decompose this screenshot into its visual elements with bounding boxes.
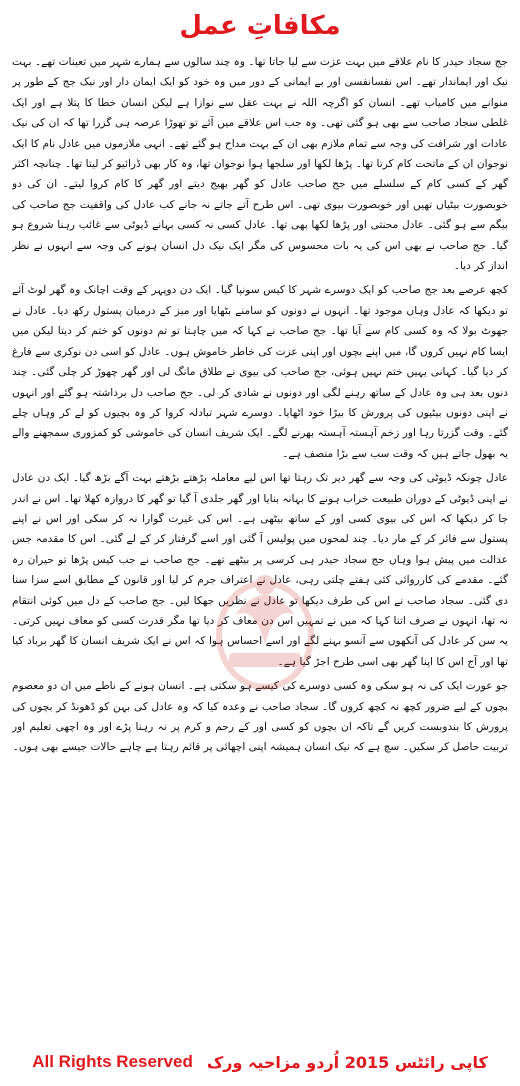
footer bbox=[0, 1044, 520, 1080]
rights-reserved: All Rights Reserved bbox=[32, 1052, 193, 1071]
article-paragraph: کچھ عرصے بعد جج صاحب کو ایک دوسرے شہر کا کیس سونپا گیا۔ ایک دن دوپہر کے وقت اچانک وہ گھر لوٹ آئے تو دیکھا کہ عادل وہاں موجود تھا۔ انہوں نے دونوں کو سامنے بٹھایا اور میز کے درمیان پستول رکھ دیا۔ عادل نے جھوٹ بولا کہ وہ کسی کام سے آیا تھا۔ جج صاحب نے کہا کہ میں چاہتا تو تم دونوں کو ختم کر دیتا لیکن میں ایسا کام نہیں کروں گا، میں اپنے بچوں اور اپنی عزت کی خاطر خاموش ہوں۔ عادل کو اسی دن نوکری سے فارغ کر دیا گیا۔ کہانی یہیں ختم نہیں ہوئی، جج صاحب کی بیوی نے طلاق مانگ لی اور گھر چھوڑ کر چلی گئی۔ چند دنوں بعد ہی وہ عادل کے ساتھ رہنے لگی اور دونوں نے شادی کر لی۔ جج صاحب دل برداشتہ ہو گئے اور انہوں نے اپنی دونوں بیٹیوں کی پرورش کا بیڑا خود اٹھایا۔ دوسرے شہر تبادلہ کروا کر وہ بچیوں کو لے کر وہاں چلے گئے۔ وقت گزرتا رہا اور زخم آہستہ آہستہ بھرنے لگے۔ ایک شریف انسان کی خاموشی کو کمزوری سمجھنے والے یہ بھول جاتے ہیں کہ وقت سب سے بڑا منصف ہے۔ bbox=[12, 284, 508, 460]
copyright-notice: کاپی رائٹس 2015 اُردو مزاحیہ ورک bbox=[206, 1052, 488, 1072]
article-title: مکافاتِ عمل bbox=[179, 11, 341, 41]
article-paragraph: جو عورت ایک کی نہ ہو سکی وہ کسی دوسرے کی کیسے ہو سکتی ہے۔ انسان ہونے کے ناطے میں ان دو معصوم بچوں کے لیے ضرور کچھ نہ کچھ کروں گا۔ سجاد صاحب نے وعدہ کیا کہ وہ عادل کی بہن کو ڈھونڈ کر بچوں کی پرورش کا بندوبست کریں گے تاکہ ان بچوں کو کسی اور کے رحم و کرم پر نہ رہنا پڑے اور وہ اچھی تعلیم اور تربیت حاصل کر سکیں۔ سچ ہے کہ نیک انسان ہمیشہ اپنی اچھائی پر قائم رہتا ہے چاہے حالات جیسے بھی ہوں۔ bbox=[12, 680, 508, 754]
article-paragraph: جج سجاد حیدر کا نام علاقے میں بہت عزت سے لیا جاتا تھا۔ وہ چند سالوں سے ہمارے شہر میں تعینات تھے۔ بہت نیک اور ایماندار تھے۔ اس نفسانفسی اور بے ایمانی کے دور میں وہ خود کو ایک ایمان دار اور نیک جج کے طور پر منوانے میں کامیاب تھے۔ انسان کو اگرچہ اللہ نے بہت عقل سے نوازا ہے لیکن انسان خطا کا پتلا ہے اور ایک غلطی سجاد صاحب سے بھی ہو گئی تھی۔ وہ جب اس علاقے میں آئے تو تھوڑا عرصہ ہی گزرا تھا کہ ان کی نیک عادات اور شرافت کی وجہ سے تمام ملازم بھی ان کے بہت مداح ہو گئے تھے۔ انہی ملازموں میں عادل نام کا ایک نوجوان ان کے ماتحت کام کرتا تھا۔ پڑھا لکھا اور سلجھا ہوا نوجوان تھا، وہ کار بھی ڈرائیو کر لیتا تھا۔ چنانچہ اکثر گھر کے کسی کام کے سلسلے میں جج صاحب عادل کو گھر بھیج دیتے اور گھر کا کام کروا لیتے۔ ان کی دو خوبصورت بیٹیاں تھیں اور خوبصورت بیوی تھی۔ اس طرح آتے جاتے نہ جانے کب عادل کی واقفیت جج صاحب کی بیگم سے ہو گئی۔ عادل محنتی اور پڑھا لکھا بھی تھا۔ عادل کسی نہ کسی بہانے ڈیوٹی سے غائب رہنا شروع ہو گیا۔ جج صاحب نے بھی اس کی یہ بات محسوس کی مگر ایک نیک دل انسان ہونے کی وجہ سے انہوں نے نظر انداز کر دیا۔ bbox=[12, 56, 508, 273]
article-body bbox=[12, 52, 508, 1040]
article-paragraph: عادل چونکہ ڈیوٹی کی وجہ سے گھر دیر تک رہتا تھا اس لیے معاملہ بڑھتے بڑھتے بہت آگے بڑھ گیا۔ ایک دن عادل نے اپنی ڈیوٹی کے دوران طبیعت خراب ہونے کا بہانہ بنایا اور گھر جلدی آ گیا تو گھر کا دروازہ کھلا تھا۔ اس نے اندر جا کر دیکھا کہ اس کی بیوی کسی اور کے ساتھ بیٹھی ہے۔ اس کی غیرت گوارا نہ کر سکی اور اس نے اپنے پستول سے فائر کر کے مار دیا۔ چند لمحوں میں پولیس آ گئی اور اسے گرفتار کر کے لے گئی۔ اس کا مقدمہ جس عدالت میں پیش ہوا وہاں جج سجاد حیدر ہی کرسی پر بیٹھے تھے۔ جج صاحب نے جب کیس پڑھا تو حیران رہ گئے۔ مقدمے کی کارروائی کئی ہفتے چلتی رہی، عادل نے اعتراف جرم کر لیا اور قانون کے مطابق اسے سزا سنا دی گئی۔ سجاد صاحب نے اس کی طرف دیکھا تو عادل نے نظریں جھکا لیں۔ جج صاحب کے دل میں کوئی انتقام نہ تھا، انہوں نے صرف اتنا کہا کہ میں نے تمہیں اس دن معاف کر دیا تھا مگر قدرت کسی کو معاف نہیں کرتی۔ یہ سن کر عادل کی آنکھوں سے آنسو بہنے لگے اور اسے احساس ہوا کہ اس نے ایک شریف انسان کا گھر برباد کیا تھا اور آج اس کا اپنا گھر بھی اسی طرح اجڑ گیا ہے۔ bbox=[12, 472, 508, 668]
